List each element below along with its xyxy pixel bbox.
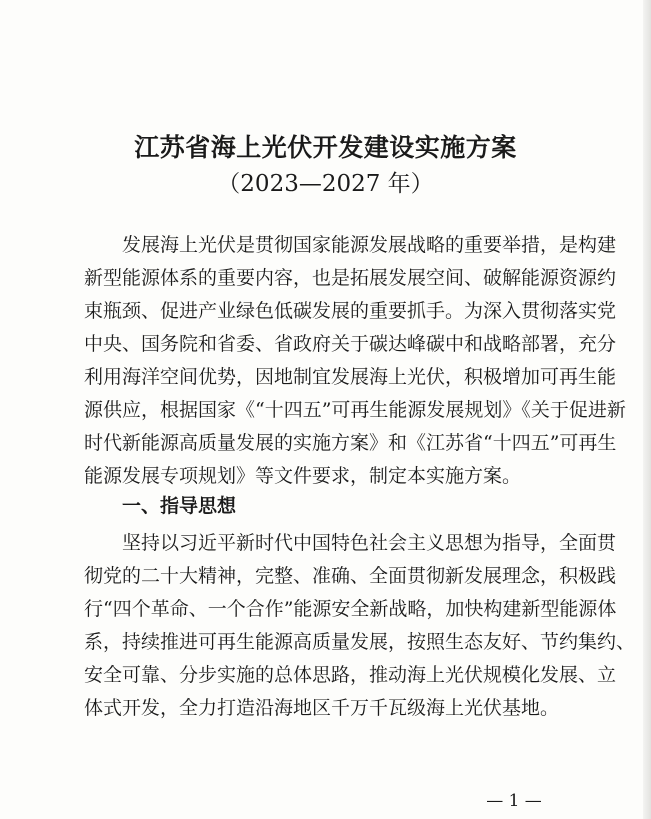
- paragraph-line: 系，持续推进可再生能源高质量发展，按照生态友好、节约集约、: [84, 631, 636, 653]
- document-title: 江苏省海上光伏开发建设实施方案: [134, 133, 517, 162]
- paragraph-line: 安全可靠、分步实施的总体思路，推动海上光伏规模化发展、立: [84, 664, 617, 686]
- paragraph-line: 能源发展专项规划》等文件要求，制定本实施方案。: [84, 465, 522, 487]
- paragraph-line: 彻党的二十大精神，完整、准确、全面贯彻新发展理念，积极践: [84, 565, 617, 587]
- paragraph-line: 束瓶颈、促进产业绿色低碳发展的重要抓手。为深入贯彻落实党: [84, 300, 617, 322]
- page-number: — 1 —: [486, 791, 542, 811]
- paragraph-line: 体式开发，全力打造沿海地区千万千瓦级海上光伏基地。: [84, 697, 560, 719]
- paragraph-line: 新型能源体系的重要内容，也是拓展发展空间、破解能源资源约: [84, 267, 617, 289]
- paragraph-line: 行“四个革命、一个合作”能源安全新战略，加快构建新型能源体: [84, 598, 617, 620]
- paragraph-line: 中央、国务院和省委、省政府关于碳达峰碳中和战略部署，充分: [84, 333, 617, 355]
- document-subtitle: （2023—2027 年）: [217, 171, 434, 197]
- paragraph-line: 时代新能源高质量发展的实施方案》和《江苏省“十四五”可再生: [84, 432, 617, 454]
- page-edge-shadow: [643, 0, 651, 819]
- paragraph-line: 坚持以习近平新时代中国特色社会主义思想为指导，全面贯: [122, 532, 617, 554]
- paragraph-line: 发展海上光伏是贯彻国家能源发展战略的重要举措，是构建: [122, 234, 617, 256]
- paragraph-line: 源供应，根据国家《“十四五”可再生能源发展规划》《关于促进新: [84, 399, 626, 421]
- paragraph-line: 利用海洋空间优势，因地制宜发展海上光伏，积极增加可再生能: [84, 366, 617, 388]
- section-heading: 一、指导思想: [122, 495, 237, 517]
